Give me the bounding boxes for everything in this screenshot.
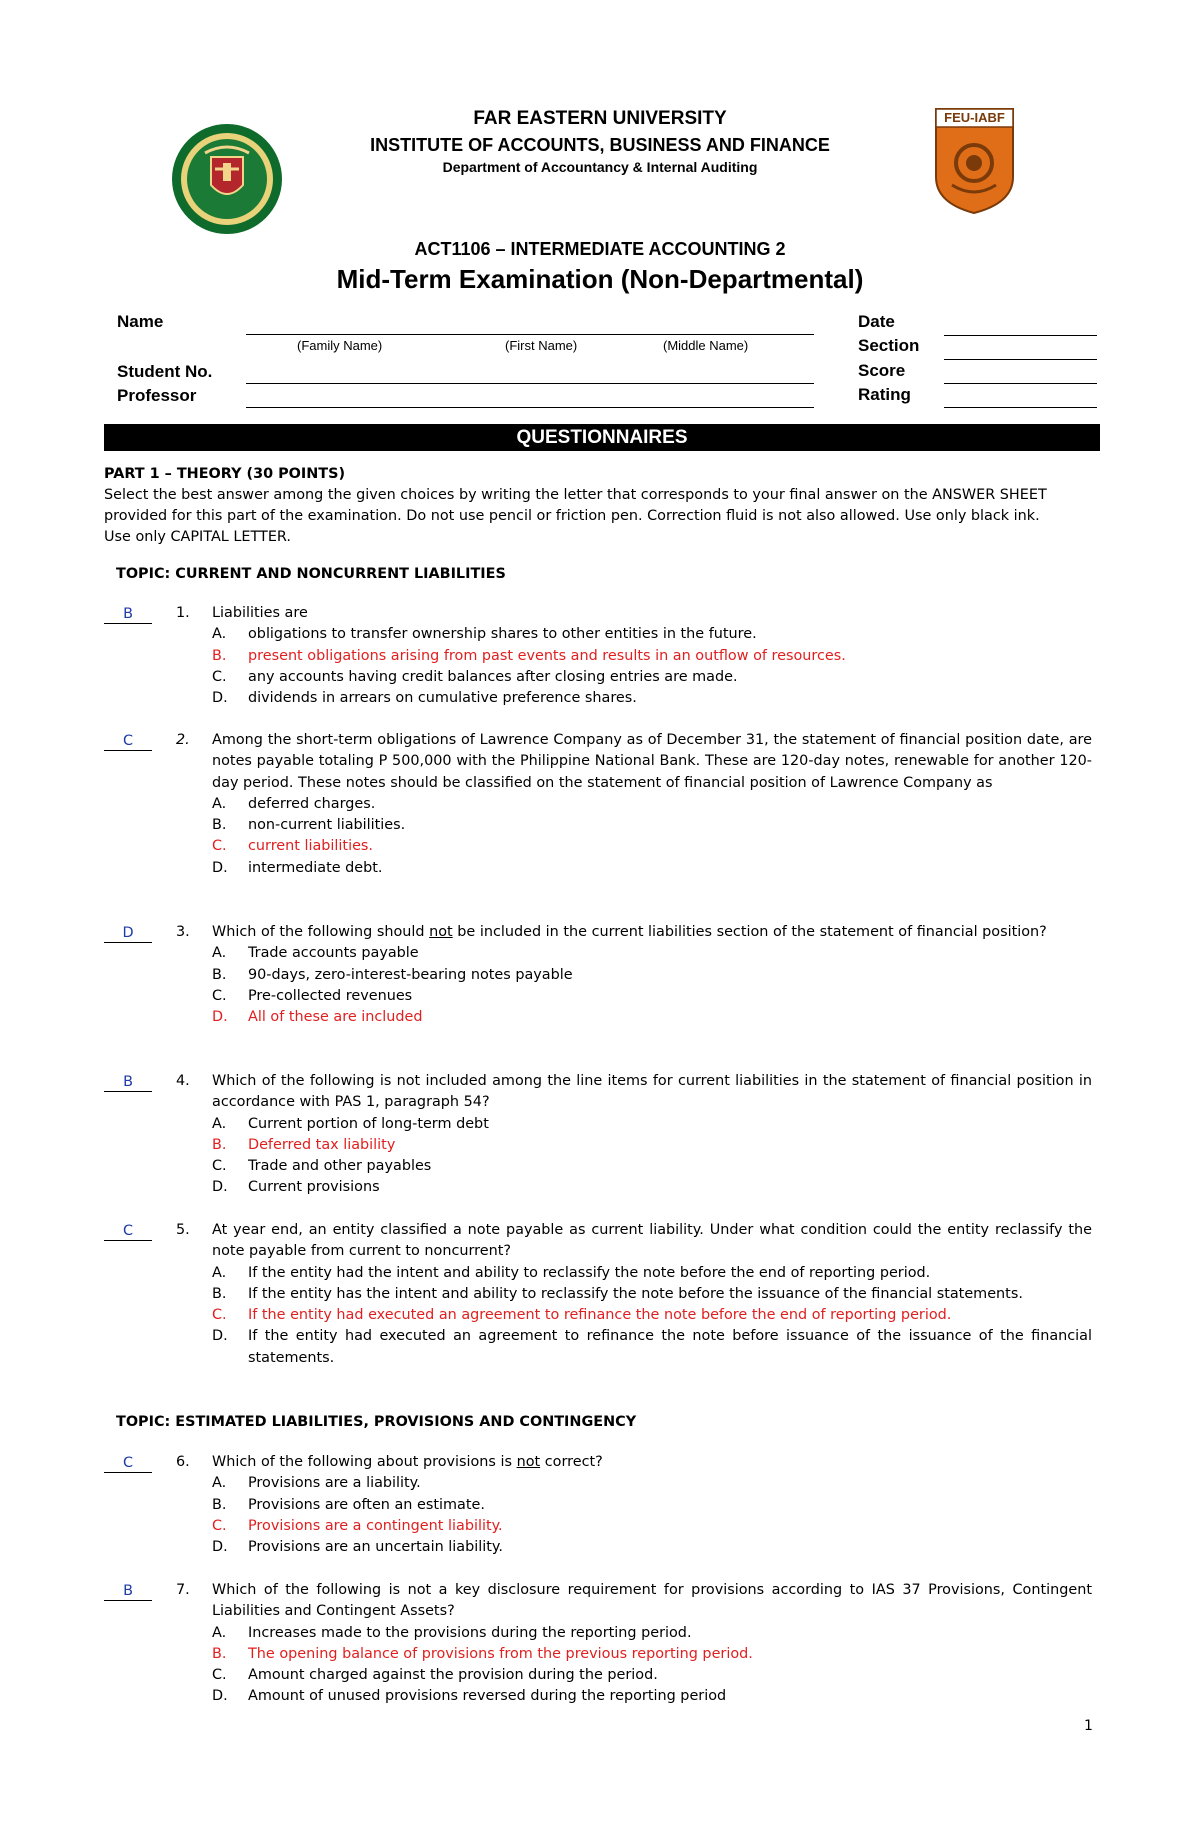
name-line[interactable] (246, 334, 814, 335)
student-no-line[interactable] (246, 383, 814, 384)
exam-title: Mid-Term Examination (Non-Departmental) (336, 264, 864, 294)
choice-a: A. Increases made to the provisions during the reporting period. (212, 1624, 692, 1641)
choice-a: A. Current portion of long-term debt (212, 1115, 489, 1132)
choice-a: A. Provisions are a liability. (212, 1475, 421, 1492)
answer-blank[interactable]: C (104, 1222, 152, 1241)
choice-b: B. 90-days, zero-interest-bearing notes payable (212, 966, 573, 983)
score-label: Score (858, 361, 906, 380)
question-number: 5. (176, 1222, 190, 1238)
department-name: Department of Accountancy & Internal Auditing (442, 159, 758, 175)
answer-blank[interactable]: B (104, 1582, 152, 1601)
section-label: Section (858, 336, 920, 355)
part1-section (104, 464, 1094, 548)
university-name: FAR EASTERN UNIVERSITY (473, 108, 727, 129)
date-label: Date (858, 312, 895, 331)
choice-b-correct: B. The opening balance of provisions from the previous reporting period. (212, 1645, 753, 1662)
rating-line[interactable] (944, 407, 1097, 408)
part1-title: PART 1 – THEORY (30 POINTS) (104, 466, 346, 482)
choice-d: D. Current provisions (212, 1179, 380, 1196)
professor-label: Professor (117, 386, 197, 405)
course-title: ACT1106 – INTERMEDIATE ACCOUNTING 2 (414, 239, 786, 259)
answer-blank[interactable]: B (104, 605, 152, 624)
student-no-label: Student No. (117, 362, 213, 381)
question-number: 2. (176, 732, 190, 748)
question-number: 1. (176, 605, 190, 621)
answer-blank[interactable]: C (104, 732, 152, 751)
choice-a: A. obligations to transfer ownership shares to other entities in the future. (212, 626, 757, 643)
choice-d-correct: D. All of these are included (212, 1009, 423, 1026)
family-name-caption: (Family Name) (297, 338, 383, 353)
page-number: 1 (1084, 1718, 1093, 1734)
choice-a: A. If the entity had the intent and ability to reclassify the note before the end of reporting period. (212, 1264, 931, 1281)
question-number: 3. (176, 924, 190, 940)
answer-blank[interactable]: D (104, 924, 152, 943)
section-line[interactable] (944, 359, 1097, 360)
questionnaires-banner: QUESTIONNAIRES (104, 424, 1100, 451)
question-stem: Liabilities are (212, 605, 308, 621)
professor-line[interactable] (246, 407, 814, 408)
middle-name-caption: (Middle Name) (663, 338, 749, 353)
first-name-caption: (First Name) (505, 338, 578, 353)
name-label: Name (117, 312, 164, 331)
topic-heading: TOPIC: ESTIMATED LIABILITIES, PROVISIONS AND CONTINGENCY (116, 1414, 637, 1430)
choice-b: B. Provisions are often an estimate. (212, 1496, 485, 1513)
rating-label: Rating (858, 385, 911, 404)
question-stem: Among the short-term obligations of Lawrence Company as of December 31, the statement of financial position date, are notes payable totaling P 500,000 with the Philippine National Bank. These are 120-day notes, renewable for another 120-day period. These notes should be classified on the statement of financial position of Lawrence Company as (212, 732, 1092, 791)
institute-name: INSTITUTE OF ACCOUNTS, BUSINESS AND FINANCE (370, 135, 830, 155)
question-number: 7. (176, 1582, 190, 1598)
feu-iabf-logo-label: FEU-IABF (944, 110, 1005, 125)
choice-b-correct: B. Deferred tax liability (212, 1136, 396, 1153)
part1-instructions: Select the best answer among the given choices by writing the letter that corresponds to your final answer on the ANSWER SHEET provided for this part of the examination. Do not use pencil or friction pen. Correction fluid is not also allowed. Use only black ink. Use only CAPITAL LETTER. (104, 487, 1047, 545)
choice-d: D. Provisions are an uncertain liability. (212, 1539, 503, 1556)
choice-b: B. If the entity has the intent and ability to reclassify the note before the issuance of the financial statements. (212, 1285, 1023, 1302)
score-line[interactable] (944, 383, 1097, 384)
question-stem: Which of the following is not a key disclosure requirement for provisions according to IAS 37 Provisions, Contingent Liabilities and Contingent Assets? (212, 1582, 1092, 1620)
choice-d: D. Amount of unused provisions reversed during the reporting period (212, 1688, 727, 1705)
question-stem: Which of the following is not included among the line items for current liabilities in the statement of financial position in accordance with PAS 1, paragraph 54? (212, 1073, 1092, 1111)
answer-blank[interactable]: B (104, 1073, 152, 1092)
choice-c: C. any accounts having credit balances after closing entries are made. (212, 668, 738, 685)
date-line[interactable] (944, 335, 1097, 336)
choice-c-correct: C. current liabilities. (212, 838, 373, 855)
choice-c: C. Amount charged against the provision during the period. (212, 1667, 658, 1684)
choice-d: D. intermediate debt. (212, 859, 383, 876)
choice-a: A. Trade accounts payable (212, 945, 419, 962)
choice-b-correct: B. present obligations arising from past events and results in an outflow of resources. (212, 647, 846, 664)
question-stem: At year end, an entity classified a note payable as current liability. Under what condition could the entity reclassify the note payable from current to noncurrent? (212, 1222, 1092, 1260)
question-number: 4. (176, 1073, 190, 1089)
answer-blank[interactable]: C (104, 1454, 152, 1473)
choice-c: C. Trade and other payables (212, 1158, 432, 1175)
choice-a: A. deferred charges. (212, 795, 376, 812)
question-stem: Which of the following should not be included in the current liabilities section of the statement of financial position? (212, 924, 1047, 940)
question-number: 6. (176, 1454, 190, 1470)
choice-c-correct: C. If the entity had executed an agreement to refinance the note before the end of reporting period. (212, 1307, 952, 1324)
choice-c: C. Pre-collected revenues (212, 987, 413, 1004)
choice-c-correct: C. Provisions are a contingent liability. (212, 1517, 503, 1534)
choice-d: D. If the entity had executed an agreement to refinance the note before issuance of the issuance of the financial statements. (212, 1328, 1092, 1366)
topic-heading: TOPIC: CURRENT AND NONCURRENT LIABILITIES (116, 566, 506, 582)
choice-b: B. non-current liabilities. (212, 817, 406, 834)
choice-d: D. dividends in arrears on cumulative preference shares. (212, 690, 637, 707)
question-stem: Which of the following about provisions is not correct? (212, 1454, 603, 1470)
